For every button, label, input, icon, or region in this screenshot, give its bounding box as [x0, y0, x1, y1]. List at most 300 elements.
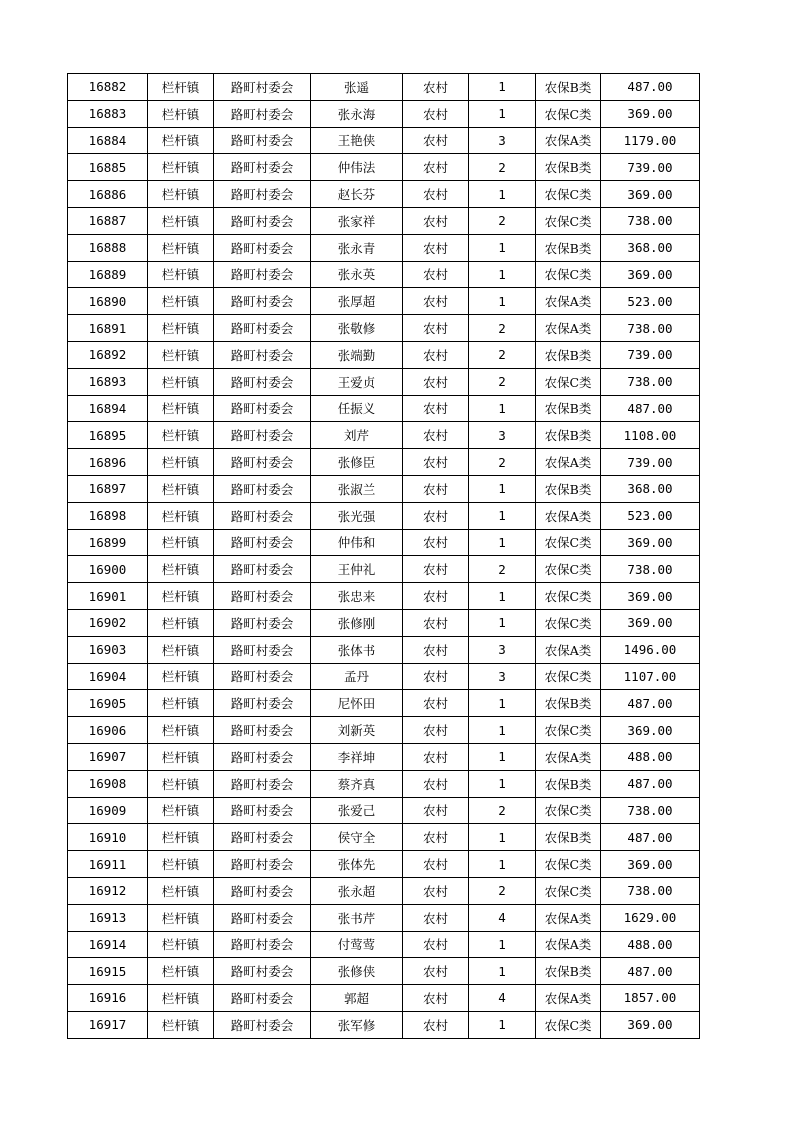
household-count-cell: 2	[469, 154, 536, 181]
household-count-cell: 1	[469, 717, 536, 744]
table-row	[68, 207, 700, 234]
town-cell: 栏杆镇	[148, 368, 214, 395]
town-cell: 栏杆镇	[148, 851, 214, 878]
person-name-cell: 赵长芬	[311, 181, 403, 208]
amount-cell: 1496.00	[601, 636, 700, 663]
area-type-cell: 农村	[403, 985, 469, 1012]
village-committee-cell: 路町村委会	[214, 904, 311, 931]
town-cell: 栏杆镇	[148, 288, 214, 315]
amount-cell: 523.00	[601, 288, 700, 315]
insurance-category-cell: 农保A类	[536, 636, 601, 663]
table-row	[68, 824, 700, 851]
record-id-cell: 16894	[68, 395, 148, 422]
town-cell: 栏杆镇	[148, 529, 214, 556]
person-name-cell: 王仲礼	[311, 556, 403, 583]
household-count-cell: 1	[469, 181, 536, 208]
town-cell: 栏杆镇	[148, 877, 214, 904]
village-committee-cell: 路町村委会	[214, 475, 311, 502]
household-count-cell: 1	[469, 609, 536, 636]
table-row	[68, 422, 700, 449]
town-cell: 栏杆镇	[148, 181, 214, 208]
village-committee-cell: 路町村委会	[214, 181, 311, 208]
village-committee-cell: 路町村委会	[214, 931, 311, 958]
record-id-cell: 16898	[68, 502, 148, 529]
table-row	[68, 931, 700, 958]
table-row	[68, 74, 700, 101]
record-id-cell: 16895	[68, 422, 148, 449]
table-row	[68, 690, 700, 717]
insurance-category-cell: 农保C类	[536, 556, 601, 583]
household-count-cell: 1	[469, 1011, 536, 1038]
village-committee-cell: 路町村委会	[214, 368, 311, 395]
town-cell: 栏杆镇	[148, 127, 214, 154]
town-cell: 栏杆镇	[148, 690, 214, 717]
person-name-cell: 侯守全	[311, 824, 403, 851]
area-type-cell: 农村	[403, 851, 469, 878]
village-committee-cell: 路町村委会	[214, 663, 311, 690]
village-committee-cell: 路町村委会	[214, 422, 311, 449]
record-id-cell: 16905	[68, 690, 148, 717]
person-name-cell: 任振义	[311, 395, 403, 422]
person-name-cell: 张敬修	[311, 315, 403, 342]
area-type-cell: 农村	[403, 931, 469, 958]
town-cell: 栏杆镇	[148, 207, 214, 234]
table-row	[68, 797, 700, 824]
amount-cell: 369.00	[601, 529, 700, 556]
insurance-category-cell: 农保A类	[536, 315, 601, 342]
table-row	[68, 636, 700, 663]
area-type-cell: 农村	[403, 556, 469, 583]
insurance-category-cell: 农保B类	[536, 824, 601, 851]
insurance-category-cell: 农保B类	[536, 154, 601, 181]
amount-cell: 1179.00	[601, 127, 700, 154]
table-row	[68, 288, 700, 315]
amount-cell: 738.00	[601, 797, 700, 824]
table-body	[68, 74, 700, 1039]
table-row	[68, 449, 700, 476]
household-count-cell: 2	[469, 877, 536, 904]
person-name-cell: 张光强	[311, 502, 403, 529]
table-row	[68, 341, 700, 368]
person-name-cell: 张修侠	[311, 958, 403, 985]
area-type-cell: 农村	[403, 877, 469, 904]
household-count-cell: 1	[469, 74, 536, 101]
person-name-cell: 张修刚	[311, 609, 403, 636]
record-id-cell: 16903	[68, 636, 148, 663]
person-name-cell: 李祥坤	[311, 743, 403, 770]
area-type-cell: 农村	[403, 609, 469, 636]
amount-cell: 487.00	[601, 690, 700, 717]
table-row	[68, 743, 700, 770]
household-count-cell: 2	[469, 797, 536, 824]
village-committee-cell: 路町村委会	[214, 770, 311, 797]
town-cell: 栏杆镇	[148, 636, 214, 663]
amount-cell: 523.00	[601, 502, 700, 529]
village-committee-cell: 路町村委会	[214, 341, 311, 368]
record-id-cell: 16893	[68, 368, 148, 395]
amount-cell: 1857.00	[601, 985, 700, 1012]
record-id-cell: 16909	[68, 797, 148, 824]
town-cell: 栏杆镇	[148, 100, 214, 127]
person-name-cell: 张端勤	[311, 341, 403, 368]
amount-cell: 739.00	[601, 449, 700, 476]
record-id-cell: 16883	[68, 100, 148, 127]
person-name-cell: 张书芹	[311, 904, 403, 931]
table-row	[68, 556, 700, 583]
table-row	[68, 368, 700, 395]
household-count-cell: 2	[469, 449, 536, 476]
table-row	[68, 127, 700, 154]
household-count-cell: 1	[469, 824, 536, 851]
insurance-category-cell: 农保C类	[536, 1011, 601, 1038]
village-committee-cell: 路町村委会	[214, 395, 311, 422]
insurance-category-cell: 农保B类	[536, 422, 601, 449]
amount-cell: 487.00	[601, 824, 700, 851]
area-type-cell: 农村	[403, 368, 469, 395]
household-count-cell: 1	[469, 261, 536, 288]
town-cell: 栏杆镇	[148, 609, 214, 636]
amount-cell: 1629.00	[601, 904, 700, 931]
insurance-category-cell: 农保A类	[536, 985, 601, 1012]
village-committee-cell: 路町村委会	[214, 449, 311, 476]
area-type-cell: 农村	[403, 690, 469, 717]
town-cell: 栏杆镇	[148, 717, 214, 744]
town-cell: 栏杆镇	[148, 985, 214, 1012]
village-committee-cell: 路町村委会	[214, 636, 311, 663]
amount-cell: 369.00	[601, 100, 700, 127]
table-row	[68, 475, 700, 502]
amount-cell: 368.00	[601, 234, 700, 261]
town-cell: 栏杆镇	[148, 904, 214, 931]
town-cell: 栏杆镇	[148, 502, 214, 529]
area-type-cell: 农村	[403, 797, 469, 824]
record-id-cell: 16907	[68, 743, 148, 770]
person-name-cell: 仲伟法	[311, 154, 403, 181]
area-type-cell: 农村	[403, 154, 469, 181]
area-type-cell: 农村	[403, 181, 469, 208]
person-name-cell: 仲伟和	[311, 529, 403, 556]
table-row	[68, 315, 700, 342]
area-type-cell: 农村	[403, 100, 469, 127]
person-name-cell: 张体先	[311, 851, 403, 878]
town-cell: 栏杆镇	[148, 154, 214, 181]
village-committee-cell: 路町村委会	[214, 529, 311, 556]
area-type-cell: 农村	[403, 127, 469, 154]
town-cell: 栏杆镇	[148, 74, 214, 101]
insurance-category-cell: 农保C类	[536, 529, 601, 556]
amount-cell: 739.00	[601, 341, 700, 368]
village-committee-cell: 路町村委会	[214, 100, 311, 127]
village-committee-cell: 路町村委会	[214, 851, 311, 878]
table-row	[68, 100, 700, 127]
person-name-cell: 张永青	[311, 234, 403, 261]
insurance-category-cell: 农保A类	[536, 127, 601, 154]
village-committee-cell: 路町村委会	[214, 609, 311, 636]
amount-cell: 369.00	[601, 583, 700, 610]
village-committee-cell: 路町村委会	[214, 985, 311, 1012]
record-id-cell: 16913	[68, 904, 148, 931]
record-id-cell: 16889	[68, 261, 148, 288]
town-cell: 栏杆镇	[148, 583, 214, 610]
household-count-cell: 1	[469, 475, 536, 502]
record-id-cell: 16888	[68, 234, 148, 261]
town-cell: 栏杆镇	[148, 824, 214, 851]
area-type-cell: 农村	[403, 288, 469, 315]
insurance-category-cell: 农保C类	[536, 207, 601, 234]
insurance-category-cell: 农保A类	[536, 931, 601, 958]
table-row	[68, 154, 700, 181]
village-committee-cell: 路町村委会	[214, 288, 311, 315]
household-count-cell: 2	[469, 315, 536, 342]
village-committee-cell: 路町村委会	[214, 583, 311, 610]
insurance-category-cell: 农保B类	[536, 770, 601, 797]
household-count-cell: 2	[469, 556, 536, 583]
household-count-cell: 3	[469, 663, 536, 690]
village-committee-cell: 路町村委会	[214, 74, 311, 101]
village-committee-cell: 路町村委会	[214, 261, 311, 288]
table-row	[68, 877, 700, 904]
person-name-cell: 张淑兰	[311, 475, 403, 502]
insurance-category-cell: 农保B类	[536, 234, 601, 261]
insurance-category-cell: 农保A类	[536, 502, 601, 529]
area-type-cell: 农村	[403, 74, 469, 101]
record-id-cell: 16892	[68, 341, 148, 368]
area-type-cell: 农村	[403, 717, 469, 744]
village-committee-cell: 路町村委会	[214, 717, 311, 744]
insurance-category-cell: 农保B类	[536, 690, 601, 717]
person-name-cell: 张遥	[311, 74, 403, 101]
record-id-cell: 16912	[68, 877, 148, 904]
record-id-cell: 16897	[68, 475, 148, 502]
village-committee-cell: 路町村委会	[214, 1011, 311, 1038]
person-name-cell: 刘芹	[311, 422, 403, 449]
household-count-cell: 1	[469, 770, 536, 797]
village-committee-cell: 路町村委会	[214, 743, 311, 770]
amount-cell: 369.00	[601, 851, 700, 878]
person-name-cell: 郭超	[311, 985, 403, 1012]
person-name-cell: 张爱己	[311, 797, 403, 824]
village-committee-cell: 路町村委会	[214, 315, 311, 342]
amount-cell: 738.00	[601, 207, 700, 234]
person-name-cell: 张家祥	[311, 207, 403, 234]
person-name-cell: 孟丹	[311, 663, 403, 690]
village-committee-cell: 路町村委会	[214, 690, 311, 717]
table-row	[68, 583, 700, 610]
town-cell: 栏杆镇	[148, 958, 214, 985]
person-name-cell: 张军修	[311, 1011, 403, 1038]
village-committee-cell: 路町村委会	[214, 797, 311, 824]
record-id-cell: 16884	[68, 127, 148, 154]
town-cell: 栏杆镇	[148, 395, 214, 422]
household-count-cell: 1	[469, 931, 536, 958]
amount-cell: 369.00	[601, 609, 700, 636]
record-id-cell: 16908	[68, 770, 148, 797]
insurance-category-cell: 农保B类	[536, 74, 601, 101]
amount-cell: 1107.00	[601, 663, 700, 690]
household-count-cell: 1	[469, 502, 536, 529]
amount-cell: 369.00	[601, 261, 700, 288]
insurance-category-cell: 农保C类	[536, 261, 601, 288]
amount-cell: 487.00	[601, 958, 700, 985]
insurance-category-cell: 农保A类	[536, 288, 601, 315]
record-id-cell: 16891	[68, 315, 148, 342]
area-type-cell: 农村	[403, 422, 469, 449]
record-id-cell: 16906	[68, 717, 148, 744]
insurance-category-cell: 农保C类	[536, 877, 601, 904]
person-name-cell: 付莺莺	[311, 931, 403, 958]
area-type-cell: 农村	[403, 207, 469, 234]
area-type-cell: 农村	[403, 743, 469, 770]
area-type-cell: 农村	[403, 663, 469, 690]
record-id-cell: 16911	[68, 851, 148, 878]
household-count-cell: 1	[469, 743, 536, 770]
insurance-category-cell: 农保C类	[536, 851, 601, 878]
area-type-cell: 农村	[403, 958, 469, 985]
record-id-cell: 16890	[68, 288, 148, 315]
village-committee-cell: 路町村委会	[214, 824, 311, 851]
record-id-cell: 16904	[68, 663, 148, 690]
area-type-cell: 农村	[403, 636, 469, 663]
area-type-cell: 农村	[403, 261, 469, 288]
village-committee-cell: 路町村委会	[214, 154, 311, 181]
town-cell: 栏杆镇	[148, 315, 214, 342]
table-row	[68, 261, 700, 288]
amount-cell: 738.00	[601, 315, 700, 342]
person-name-cell: 张修臣	[311, 449, 403, 476]
table-row	[68, 904, 700, 931]
person-name-cell: 张厚超	[311, 288, 403, 315]
amount-cell: 487.00	[601, 395, 700, 422]
person-name-cell: 刘新英	[311, 717, 403, 744]
insurance-category-cell: 农保C类	[536, 583, 601, 610]
town-cell: 栏杆镇	[148, 261, 214, 288]
amount-cell: 739.00	[601, 154, 700, 181]
record-id-cell: 16902	[68, 609, 148, 636]
table-row	[68, 181, 700, 208]
table-row	[68, 529, 700, 556]
record-id-cell: 16914	[68, 931, 148, 958]
table-row	[68, 395, 700, 422]
household-count-cell: 1	[469, 234, 536, 261]
table-row	[68, 609, 700, 636]
table-row	[68, 851, 700, 878]
village-committee-cell: 路町村委会	[214, 502, 311, 529]
area-type-cell: 农村	[403, 475, 469, 502]
insurance-category-cell: 农保C类	[536, 717, 601, 744]
village-committee-cell: 路町村委会	[214, 207, 311, 234]
household-count-cell: 1	[469, 583, 536, 610]
amount-cell: 738.00	[601, 368, 700, 395]
table-row	[68, 717, 700, 744]
area-type-cell: 农村	[403, 395, 469, 422]
amount-cell: 369.00	[601, 1011, 700, 1038]
table-row	[68, 985, 700, 1012]
amount-cell: 488.00	[601, 931, 700, 958]
table-row	[68, 770, 700, 797]
insurance-category-cell: 农保B类	[536, 475, 601, 502]
household-count-cell: 2	[469, 341, 536, 368]
town-cell: 栏杆镇	[148, 743, 214, 770]
town-cell: 栏杆镇	[148, 797, 214, 824]
person-name-cell: 张永超	[311, 877, 403, 904]
person-name-cell: 尼怀田	[311, 690, 403, 717]
person-name-cell: 王爱贞	[311, 368, 403, 395]
record-id-cell: 16885	[68, 154, 148, 181]
town-cell: 栏杆镇	[148, 663, 214, 690]
amount-cell: 488.00	[601, 743, 700, 770]
village-committee-cell: 路町村委会	[214, 958, 311, 985]
household-count-cell: 4	[469, 904, 536, 931]
person-name-cell: 张体书	[311, 636, 403, 663]
household-count-cell: 1	[469, 690, 536, 717]
record-id-cell: 16886	[68, 181, 148, 208]
town-cell: 栏杆镇	[148, 449, 214, 476]
amount-cell: 487.00	[601, 74, 700, 101]
amount-cell: 738.00	[601, 556, 700, 583]
insurance-category-cell: 农保B类	[536, 958, 601, 985]
village-committee-cell: 路町村委会	[214, 556, 311, 583]
amount-cell: 1108.00	[601, 422, 700, 449]
amount-cell: 368.00	[601, 475, 700, 502]
town-cell: 栏杆镇	[148, 556, 214, 583]
amount-cell: 369.00	[601, 181, 700, 208]
insurance-category-cell: 农保A类	[536, 449, 601, 476]
household-count-cell: 2	[469, 207, 536, 234]
table-row	[68, 502, 700, 529]
record-id-cell: 16899	[68, 529, 148, 556]
household-count-cell: 1	[469, 288, 536, 315]
record-id-cell: 16900	[68, 556, 148, 583]
record-id-cell: 16917	[68, 1011, 148, 1038]
insurance-category-cell: 农保C类	[536, 368, 601, 395]
table-row	[68, 663, 700, 690]
insurance-category-cell: 农保C类	[536, 663, 601, 690]
record-id-cell: 16882	[68, 74, 148, 101]
record-id-cell: 16910	[68, 824, 148, 851]
town-cell: 栏杆镇	[148, 1011, 214, 1038]
town-cell: 栏杆镇	[148, 931, 214, 958]
insurance-category-cell: 农保B类	[536, 395, 601, 422]
household-count-cell: 1	[469, 851, 536, 878]
household-count-cell: 4	[469, 985, 536, 1012]
insurance-category-cell: 农保B类	[536, 341, 601, 368]
area-type-cell: 农村	[403, 904, 469, 931]
table-row	[68, 958, 700, 985]
area-type-cell: 农村	[403, 234, 469, 261]
town-cell: 栏杆镇	[148, 770, 214, 797]
person-name-cell: 蔡齐真	[311, 770, 403, 797]
household-count-cell: 2	[469, 368, 536, 395]
village-committee-cell: 路町村委会	[214, 234, 311, 261]
village-committee-cell: 路町村委会	[214, 127, 311, 154]
person-name-cell: 张永英	[311, 261, 403, 288]
area-type-cell: 农村	[403, 449, 469, 476]
household-count-cell: 1	[469, 395, 536, 422]
table-row	[68, 1011, 700, 1038]
insurance-category-cell: 农保C类	[536, 797, 601, 824]
area-type-cell: 农村	[403, 529, 469, 556]
record-id-cell: 16887	[68, 207, 148, 234]
insurance-category-cell: 农保C类	[536, 181, 601, 208]
town-cell: 栏杆镇	[148, 422, 214, 449]
insurance-category-cell: 农保A类	[536, 904, 601, 931]
household-count-cell: 1	[469, 958, 536, 985]
area-type-cell: 农村	[403, 583, 469, 610]
area-type-cell: 农村	[403, 502, 469, 529]
area-type-cell: 农村	[403, 315, 469, 342]
town-cell: 栏杆镇	[148, 234, 214, 261]
person-name-cell: 张忠来	[311, 583, 403, 610]
